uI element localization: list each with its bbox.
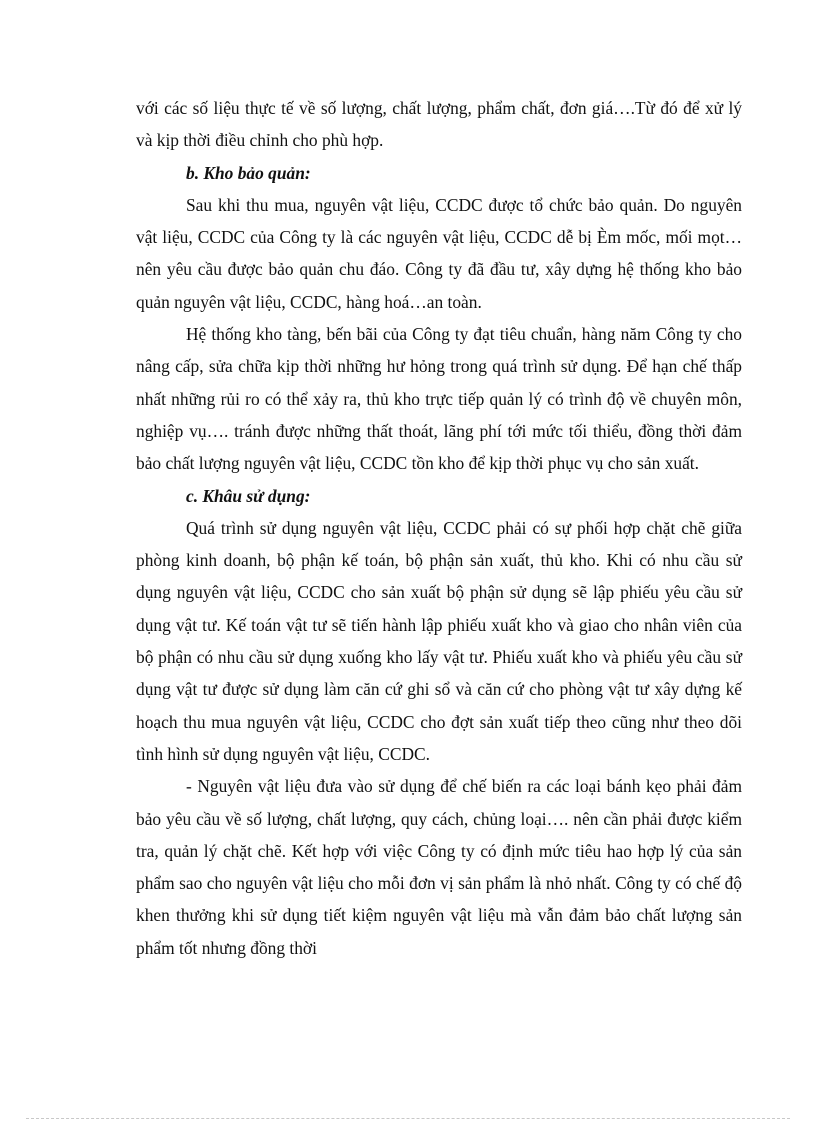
paragraph-warehouse-system: Hệ thống kho tàng, bến bãi của Công ty đạt tiêu chuẩn, hàng năm Công ty cho nâng cấp, sửa chữa kịp thời những hư hỏng trong quá trình sử dụng. Để hạn chế thấp nhất những rủi ro có thể xảy ra, thủ kho trực tiếp quản lý có trình độ về chuyên môn, nghiệp vụ…. tránh được những thất thoát, lãng phí tới mức tối thiểu, đồng thời đảm bảo chất lượng nguyên vật liệu, CCDC tồn kho để kịp thời phục vụ cho sản xuất.	[136, 324, 742, 474]
page-bottom-divider	[26, 1118, 790, 1119]
paragraph-material-requirements: - Nguyên vật liệu đưa vào sử dụng để chế biến ra các loại bánh kẹo phải đảm bảo yêu cầu về số lượng, chất lượng, quy cách, chủng loại…. nên cần phải được kiểm tra, quản lý chặt chẽ. Kết hợp với việc Công ty có định mức tiêu hao hợp lý của sản phẩm sao cho nguyên vật liệu cho mỗi đơn vị sản phẩm là nhỏ nhất. Công ty có chế độ khen thưởng khi sử dụng tiết kiệm nguyên vật liệu mà vẫn đảm bảo chất lượng sản phẩm tốt nhưng đồng thời	[136, 776, 742, 958]
document-body	[136, 92, 742, 964]
section-heading-storage: b. Kho bảo quản:	[186, 162, 311, 183]
paragraph-continuation: với các số liệu thực tế về số lượng, chất lượng, phẩm chất, đơn giá….Từ đó để xử lý và kịp thời điều chỉnh cho phù hợp.	[136, 98, 742, 151]
paragraph-storage: Sau khi thu mua, nguyên vật liệu, CCDC được tổ chức bảo quản. Do nguyên vật liệu, CCDC của Công ty là các nguyên vật liệu, CCDC dễ bị Èm mốc, mối mọt…nên yêu cầu được bảo quản chu đáo. Công ty đã đầu tư, xây dựng hệ thống kho bảo quản nguyên vật liệu, CCDC, hàng hoá…an toàn.	[136, 194, 742, 312]
paragraph-usage-process: Quá trình sử dụng nguyên vật liệu, CCDC phải có sự phối hợp chặt chẽ giữa phòng kinh doanh, bộ phận kế toán, bộ phận sản xuất, thủ kho. Khi có nhu cầu sử dụng nguyên vật liệu, CCDC cho sản xuất bộ phận sử dụng sẽ lập phiếu yêu cầu sử dụng vật tư. Kế toán vật tư sẽ tiến hành lập phiếu xuất kho và giao cho nhân viên của bộ phận có nhu cầu sử dụng xuống kho lấy vật tư. Phiếu xuất kho và phiếu yêu cầu sử dụng vật tư được sử dụng làm căn cứ ghi sổ và căn cứ cho phòng vật tư xây dựng kế hoạch thu mua nguyên vật liệu, CCDC cho đợt sản xuất tiếp theo cũng như theo dõi tình hình sử dụng nguyên vật liệu, CCDC.	[136, 517, 742, 764]
section-heading-usage: c. Khâu sử dụng:	[186, 485, 311, 506]
